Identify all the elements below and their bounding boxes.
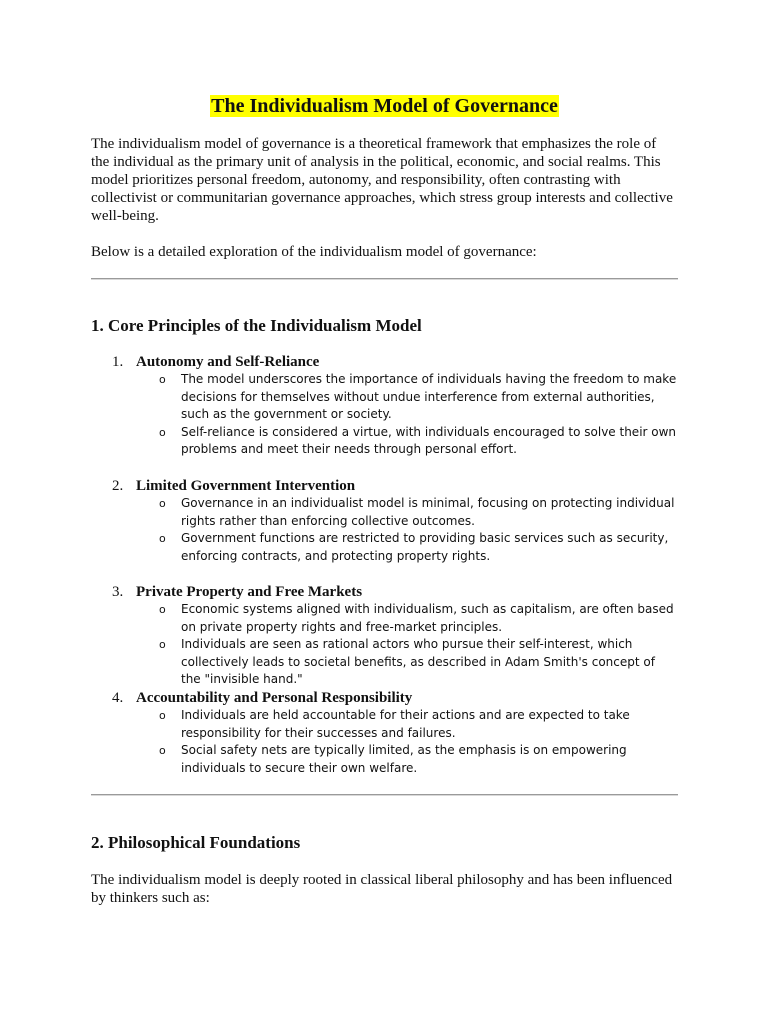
- list-item: [91, 583, 678, 689]
- list-item-number: 3.: [112, 584, 124, 600]
- list-item-title: Limited Government Intervention: [136, 478, 356, 494]
- sub-bullet-text: Individuals are held accountable for their actions and are expected to take responsibility for their successes and failures.: [181, 708, 630, 740]
- list-item-title: Private Property and Free Markets: [136, 584, 363, 600]
- sub-bullet-text: Social safety nets are typically limited, as the emphasis is on empowering individuals to secure their own welfare.: [181, 743, 627, 775]
- list-item: [91, 353, 678, 459]
- lead-in-paragraph: Below is a detailed exploration of the individualism model of governance:: [91, 244, 537, 260]
- sub-bullet-text: Economic systems aligned with individualism, such as capitalism, are often based on private property rights and free-market principles.: [181, 602, 674, 634]
- list-item-number: 1.: [112, 354, 124, 370]
- list-item: [91, 477, 678, 565]
- list-item-title: Autonomy and Self-Reliance: [136, 354, 320, 370]
- list-item-number: 4.: [112, 690, 124, 706]
- sub-bullet-text: Individuals are seen as rational actors who pursue their self-interest, which collectively leads to societal benefits, as described in Adam Smith's concept of the "invisible hand.": [181, 637, 655, 686]
- sub-bullet: [159, 742, 678, 777]
- sub-bullet-text: Governance in an individualist model is minimal, focusing on protecting individual rights rather than enforcing collective outcomes.: [181, 496, 675, 528]
- section2-paragraph: The individualism model is deeply rooted in classical liberal philosophy and has been influenced by thinkers such as:: [91, 872, 673, 906]
- sub-bullet: [159, 495, 678, 530]
- sub-bullet: [159, 636, 678, 689]
- list-item-heading: [91, 689, 678, 707]
- sub-bullet: [159, 424, 678, 459]
- list-item-number: 2.: [112, 478, 124, 494]
- section-heading-core-principles: 1. Core Principles of the Individualism Model: [91, 316, 422, 335]
- list-item-heading: [91, 353, 678, 371]
- horizontal-rule: [91, 278, 678, 280]
- sub-bullet: [159, 707, 678, 742]
- list-item-heading: [91, 583, 678, 601]
- list-item-heading: [91, 477, 678, 495]
- bullet-circle-icon: o: [159, 532, 166, 545]
- bullet-circle-icon: o: [159, 425, 166, 439]
- horizontal-rule: [91, 794, 678, 796]
- list-item: [91, 689, 678, 777]
- list-item-title: Accountability and Personal Responsibility: [136, 690, 413, 706]
- sub-bullet-text: Government functions are restricted to providing basic services such as security, enforcing contracts, and protecting property rights.: [181, 531, 669, 563]
- sub-bullet: [159, 530, 678, 565]
- sub-bullet: [159, 371, 678, 424]
- bullet-circle-icon: o: [159, 603, 166, 616]
- bullet-circle-icon: o: [159, 497, 166, 510]
- bullet-circle-icon: o: [159, 638, 166, 651]
- sub-bullet-text: Self-reliance is considered a virtue, with individuals encouraged to solve their own problems and meet their needs through personal effort.: [181, 424, 677, 456]
- sub-bullet-text: The model underscores the importance of individuals having the freedom to make decisions for themselves without undue interference from external authorities, such as the government or society.: [181, 372, 677, 421]
- document-title: [91, 94, 678, 118]
- sub-bullet: [159, 601, 678, 636]
- bullet-circle-icon: o: [159, 744, 166, 757]
- document-title-text: The Individualism Model of Governance: [211, 95, 558, 117]
- intro-paragraph: The individualism model of governance is a theoretical framework that emphasizes the role of the individual as the primary unit of analysis in the political, economic, and social realms. This model prioritizes personal freedom, autonomy, and responsibility, often contrasting with collectivist or communitarian governance approaches, which stress group interests and collective well-being.: [91, 136, 673, 224]
- section-heading-philosophical-foundations: 2. Philosophical Foundations: [91, 833, 301, 852]
- bullet-circle-icon: o: [159, 709, 166, 722]
- bullet-circle-icon: o: [159, 373, 166, 386]
